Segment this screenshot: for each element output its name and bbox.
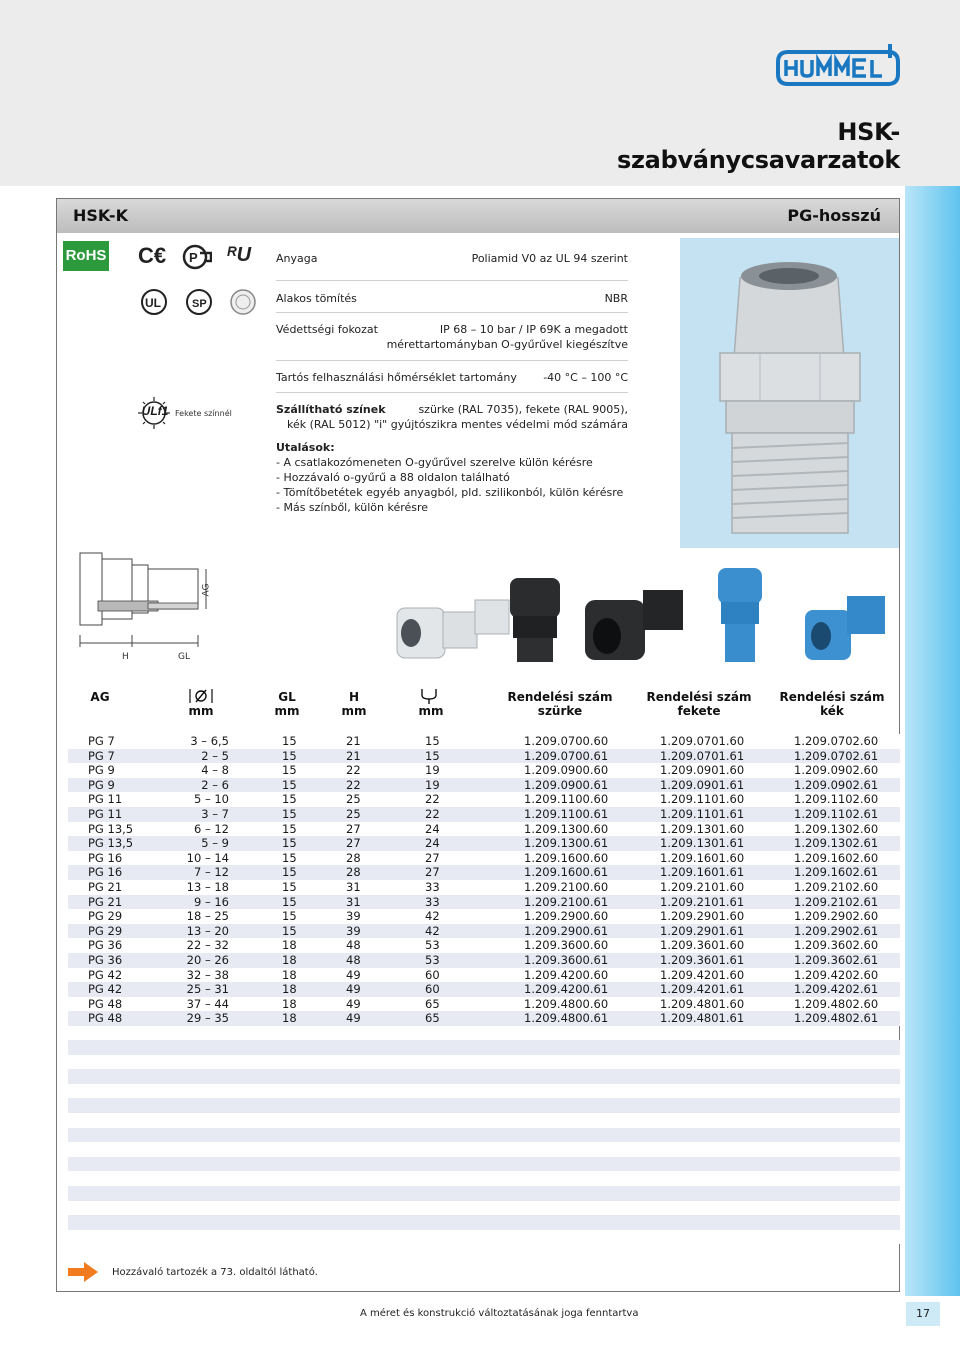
cell-gl: 15	[282, 792, 297, 807]
cell-clamp-range: 18 – 25	[186, 909, 229, 924]
cell-order-grey: 1.209.2900.61	[524, 923, 609, 938]
cell-order-black: 1.209.1101.60	[660, 792, 745, 807]
cell-wrench: 53	[425, 938, 440, 953]
cell-order-grey: 1.209.2900.60	[524, 909, 609, 924]
technical-drawing	[72, 545, 222, 665]
page-number: 17	[906, 1302, 940, 1326]
cell-ag: PG 48	[88, 996, 123, 1011]
cell-order-blue: 1.209.1102.60	[794, 792, 879, 807]
cell-ag: PG 21	[88, 880, 123, 894]
table-row	[0, 953, 960, 968]
cell-clamp-range: 22 – 32	[186, 938, 229, 953]
cell-order-grey: 1.209.4200.60	[524, 967, 609, 982]
cell-clamp-range: 37 – 44	[186, 996, 229, 1011]
cell-wrench: 15	[425, 748, 440, 763]
cell-wrench: 19	[425, 777, 440, 792]
cell-gl: 18	[282, 938, 297, 953]
cell-order-grey: 1.209.2100.61	[524, 894, 609, 909]
table-empty-rows	[68, 1040, 900, 1244]
cell-h: 28	[346, 850, 361, 865]
table-row	[0, 865, 960, 880]
dim-label-gl: GL	[178, 652, 190, 662]
cell-ag: PG 7	[88, 734, 115, 748]
cell-gl: 15	[282, 734, 297, 748]
cell-ag: PG 9	[88, 777, 115, 792]
cell-order-black: 1.209.2901.61	[660, 923, 745, 938]
cell-order-blue: 1.209.1102.61	[794, 807, 879, 821]
col-header-wrench-unit: mm	[418, 704, 444, 718]
cell-clamp-range: 6 – 12	[193, 821, 229, 836]
cell-h: 49	[346, 982, 361, 997]
cell-order-blue: 1.209.1602.60	[794, 850, 879, 865]
empty-row-stripe	[68, 1157, 900, 1172]
empty-row-stripe	[68, 1084, 900, 1099]
cell-ag: PG 11	[88, 807, 123, 821]
cell-clamp-range: 29 – 35	[186, 1011, 229, 1026]
cell-wrench: 33	[425, 880, 440, 894]
table-row	[0, 880, 960, 895]
cell-ag: PG 29	[88, 909, 123, 924]
cell-order-black: 1.209.0901.61	[660, 777, 745, 792]
cell-h: 31	[346, 880, 361, 894]
rohs-badge: RoHS	[63, 241, 109, 271]
empty-row-stripe	[68, 1098, 900, 1113]
dim-label-h: H	[122, 652, 129, 662]
cell-ag: PG 42	[88, 982, 123, 997]
cell-gl: 15	[282, 777, 297, 792]
empty-row-stripe	[68, 1069, 900, 1084]
notes-block	[276, 440, 623, 515]
arrow-right-icon	[68, 1262, 98, 1282]
dim-label-ag: AG	[201, 583, 212, 597]
product-variants-photo	[385, 560, 895, 680]
cell-h: 25	[346, 792, 361, 807]
cell-clamp-range: 25 – 31	[186, 982, 229, 997]
cell-gl: 15	[282, 821, 297, 836]
cell-gl: 18	[282, 982, 297, 997]
cell-order-blue: 1.209.2102.60	[794, 880, 879, 894]
cell-order-black: 1.209.4201.60	[660, 967, 745, 982]
blue-gland	[718, 568, 885, 662]
cell-gl: 15	[282, 748, 297, 763]
cell-clamp-range: 5 – 10	[193, 792, 229, 807]
cell-order-black: 1.209.2101.60	[660, 880, 745, 894]
col-header-order-blue: Rendelési szám	[779, 690, 885, 704]
cell-order-black: 1.209.0901.60	[660, 763, 745, 778]
table-row	[0, 851, 960, 866]
cell-order-grey: 1.209.1300.61	[524, 836, 609, 851]
cell-gl: 15	[282, 807, 297, 821]
empty-row-stripe	[68, 1186, 900, 1201]
cell-wrench: 42	[425, 923, 440, 938]
cell-wrench: 33	[425, 894, 440, 909]
cell-gl: 18	[282, 953, 297, 967]
cell-clamp-range: 13 – 18	[186, 880, 229, 894]
thread-type-title: PG-hosszú	[787, 206, 881, 225]
col-header-order-black-sub: fekete	[677, 704, 721, 718]
cell-order-black: 1.209.0701.60	[660, 734, 745, 748]
ulf1-note: Fekete színnél	[175, 409, 232, 418]
cell-h: 49	[346, 996, 361, 1011]
cell-order-blue: 1.209.1302.60	[794, 821, 879, 836]
cell-wrench: 65	[425, 996, 440, 1011]
table-row	[0, 763, 960, 778]
cell-order-black: 1.209.1301.60	[660, 821, 745, 836]
cell-clamp-range: 32 – 38	[186, 967, 229, 982]
empty-row-stripe	[68, 1128, 900, 1143]
cell-ag: PG 36	[88, 953, 123, 967]
footer-disclaimer: A méret és konstrukció változtatásának joga fenntartva	[360, 1308, 639, 1319]
table-row	[0, 807, 960, 822]
cell-ag: PG 21	[88, 894, 123, 909]
cell-ag: PG 16	[88, 865, 123, 880]
empty-row-stripe	[68, 1142, 900, 1157]
cell-order-blue: 1.209.4802.60	[794, 996, 879, 1011]
note-item: - A csatlakozómeneten O-gyűrűvel szerelve külön kérésre	[276, 456, 593, 469]
empty-row-stripe	[68, 1171, 900, 1186]
cell-wrench: 15	[425, 734, 440, 748]
cell-gl: 18	[282, 967, 297, 982]
grey-gland	[397, 600, 509, 658]
cell-wrench: 60	[425, 967, 440, 982]
cell-ag: PG 42	[88, 967, 123, 982]
cell-gl: 15	[282, 909, 297, 924]
col-header-order-grey-sub: szürke	[537, 704, 583, 718]
col-header-gl-unit: mm	[274, 704, 300, 718]
table-row	[0, 1011, 960, 1026]
cell-wrench: 42	[425, 909, 440, 924]
table-row	[0, 836, 960, 851]
cell-order-black: 1.209.2101.61	[660, 894, 745, 909]
table-row	[0, 909, 960, 924]
cell-h: 48	[346, 953, 361, 967]
cell-order-grey: 1.209.0700.60	[524, 734, 609, 748]
cell-order-blue: 1.209.0902.61	[794, 777, 879, 792]
empty-row-stripe	[68, 1201, 900, 1216]
ce-mark-icon: C€	[138, 243, 167, 268]
cell-order-grey: 1.209.4200.61	[524, 982, 609, 997]
svg-text:P: P	[189, 250, 198, 265]
divider	[276, 392, 628, 393]
cell-order-black: 1.209.4201.61	[660, 982, 745, 997]
empty-row-stripe	[68, 1113, 900, 1128]
table-row	[0, 968, 960, 983]
cell-order-grey: 1.209.1100.60	[524, 792, 609, 807]
table-row	[0, 982, 960, 997]
cell-h: 31	[346, 894, 361, 909]
ulf1-label: ULf1	[141, 404, 169, 418]
cell-wrench: 27	[425, 850, 440, 865]
cell-h: 39	[346, 923, 361, 938]
cell-ag: PG 7	[88, 748, 115, 763]
product-photo	[680, 238, 899, 548]
cell-wrench: 22	[425, 792, 440, 807]
cell-order-blue: 1.209.2902.61	[794, 923, 879, 938]
cell-order-black: 1.209.4801.60	[660, 996, 745, 1011]
empty-row-stripe	[68, 1215, 900, 1230]
empty-row-stripe	[68, 1230, 900, 1245]
cell-clamp-range: 2 – 5	[201, 748, 229, 763]
cell-order-black: 1.209.3601.61	[660, 953, 745, 967]
cell-clamp-range: 4 – 8	[201, 763, 229, 778]
cell-gl: 15	[282, 850, 297, 865]
cell-ag: PG 11	[88, 792, 123, 807]
cell-order-black: 1.209.2901.60	[660, 909, 745, 924]
col-header-h: H	[348, 690, 360, 704]
cell-order-grey: 1.209.1600.61	[524, 865, 609, 880]
cell-order-blue: 1.209.4202.61	[794, 982, 879, 997]
page-title: HSK-szabványcsavarzatok	[617, 118, 900, 174]
cell-order-black: 1.209.0701.61	[660, 748, 745, 763]
ul-listed-icon	[140, 288, 168, 316]
series-title: HSK-K	[73, 206, 128, 225]
cell-order-blue: 1.209.2102.61	[794, 894, 879, 909]
black-gland	[510, 578, 683, 662]
svg-text:UL: UL	[145, 296, 161, 310]
cell-gl: 18	[282, 1011, 297, 1026]
spec-colors: Szállítható színek szürke (RAL 7035), fekete (RAL 9005), kék (RAL 5012) "i" gyújtószikra mentes védelmi mód számára	[276, 403, 628, 431]
notes-title: Utalások:	[276, 441, 335, 454]
ul-recognized-icon: ᴿU	[226, 244, 252, 266]
cell-wrench: 53	[425, 953, 440, 967]
cell-h: 21	[346, 734, 361, 748]
cell-clamp-range: 5 – 9	[201, 836, 229, 851]
pc-mark-icon	[182, 244, 212, 270]
panel-header	[57, 199, 899, 233]
table-row	[0, 997, 960, 1012]
cell-order-black: 1.209.1101.61	[660, 807, 745, 821]
cell-gl: 15	[282, 923, 297, 938]
cell-ag: PG 29	[88, 923, 123, 938]
seal-icon	[229, 288, 257, 316]
cell-h: 21	[346, 748, 361, 763]
hummel-logo-icon	[770, 40, 910, 110]
cell-wrench: 27	[425, 865, 440, 880]
cell-gl: 15	[282, 763, 297, 778]
cell-wrench: 60	[425, 982, 440, 997]
cell-h: 25	[346, 807, 361, 821]
accessory-note: Hozzávaló tartozék a 73. oldaltól látható.	[112, 1267, 318, 1278]
table-row	[0, 895, 960, 910]
divider	[276, 360, 628, 361]
cell-order-grey: 1.209.3600.61	[524, 953, 609, 967]
cell-order-black: 1.209.4801.61	[660, 1011, 745, 1026]
cell-order-grey: 1.209.0700.61	[524, 748, 609, 763]
csa-icon	[185, 288, 213, 316]
col-header-order-blue-sub: kék	[820, 704, 844, 718]
cell-clamp-range: 10 – 14	[186, 850, 229, 865]
cell-order-blue: 1.209.3602.61	[794, 953, 879, 967]
table-row	[0, 924, 960, 939]
cell-clamp-range: 7 – 12	[193, 865, 229, 880]
cell-order-blue: 1.209.2902.60	[794, 909, 879, 924]
cell-order-grey: 1.209.2100.60	[524, 880, 609, 894]
note-item: - Hozzávaló o-gyűrű a 88 oldalon található	[276, 471, 510, 484]
cell-order-grey: 1.209.1100.61	[524, 807, 609, 821]
cell-h: 49	[346, 1011, 361, 1026]
cell-ag: PG 48	[88, 1011, 123, 1026]
note-item: - Más színből, külön kérésre	[276, 501, 429, 514]
cell-order-grey: 1.209.1600.60	[524, 850, 609, 865]
cell-ag: PG 9	[88, 763, 115, 778]
table-row	[0, 749, 960, 764]
cell-order-grey: 1.209.0900.60	[524, 763, 609, 778]
cell-order-grey: 1.209.3600.60	[524, 938, 609, 953]
cell-h: 22	[346, 763, 361, 778]
divider	[276, 312, 628, 313]
cell-clamp-range: 2 – 6	[201, 777, 229, 792]
cell-clamp-range: 13 – 20	[186, 923, 229, 938]
table-row	[0, 778, 960, 793]
cell-order-grey: 1.209.4800.61	[524, 1011, 609, 1026]
cell-clamp-range: 9 – 16	[193, 894, 229, 909]
col-header-order-black: Rendelési szám	[646, 690, 752, 704]
cell-gl: 18	[282, 996, 297, 1011]
cell-order-blue: 1.209.3602.60	[794, 938, 879, 953]
cell-order-black: 1.209.3601.60	[660, 938, 745, 953]
table-row	[0, 938, 960, 953]
cell-ag: PG 13,5	[88, 836, 134, 851]
cell-ag: PG 16	[88, 850, 123, 865]
svg-text:SP: SP	[192, 298, 207, 310]
cell-order-blue: 1.209.1302.61	[794, 836, 879, 851]
cell-h: 48	[346, 938, 361, 953]
cell-h: 28	[346, 865, 361, 880]
col-header-ag: AG	[90, 690, 110, 704]
cell-order-blue: 1.209.4802.61	[794, 1011, 879, 1026]
cell-clamp-range: 3 – 6,5	[190, 734, 229, 748]
cell-wrench: 24	[425, 836, 440, 851]
divider	[276, 280, 628, 281]
cell-order-grey: 1.209.0900.61	[524, 777, 609, 792]
wrench-icon	[418, 687, 440, 705]
col-header-clamp-unit: mm	[188, 704, 214, 718]
cell-order-black: 1.209.1601.61	[660, 865, 745, 880]
cell-order-grey: 1.209.4800.60	[524, 996, 609, 1011]
empty-row-stripe	[68, 1040, 900, 1055]
empty-row-stripe	[68, 1055, 900, 1070]
cell-order-blue: 1.209.0702.60	[794, 734, 879, 748]
clamping-range-icon	[188, 687, 214, 705]
cell-order-blue: 1.209.0702.61	[794, 748, 879, 763]
cell-wrench: 65	[425, 1011, 440, 1026]
cell-wrench: 19	[425, 763, 440, 778]
col-header-order-grey: Rendelési szám	[507, 690, 613, 704]
table-row	[0, 792, 960, 807]
cell-gl: 15	[282, 894, 297, 909]
table-row	[0, 822, 960, 837]
cell-order-blue: 1.209.0902.60	[794, 763, 879, 778]
cell-h: 27	[346, 836, 361, 851]
col-header-h-unit: mm	[341, 704, 367, 718]
cell-gl: 15	[282, 880, 297, 894]
cell-order-grey: 1.209.1300.60	[524, 821, 609, 836]
cell-h: 22	[346, 777, 361, 792]
cell-clamp-range: 20 – 26	[186, 953, 229, 967]
cell-ag: PG 36	[88, 938, 123, 953]
note-item: - Tömítőbetétek egyéb anyagból, pld. szilikonból, külön kérésre	[276, 486, 624, 499]
table-row	[0, 734, 960, 749]
cell-h: 27	[346, 821, 361, 836]
cell-order-black: 1.209.1301.61	[660, 836, 745, 851]
cell-gl: 15	[282, 865, 297, 880]
cell-h: 49	[346, 967, 361, 982]
cell-order-black: 1.209.1601.60	[660, 850, 745, 865]
col-header-gl: GL	[278, 690, 296, 704]
cell-h: 39	[346, 909, 361, 924]
cell-clamp-range: 3 – 7	[201, 807, 229, 821]
cell-wrench: 22	[425, 807, 440, 821]
cell-gl: 15	[282, 836, 297, 851]
spec-protection: Védettségi fokozat IP 68 – 10 bar / IP 69K a megadott mérettartományban O-gyűrűvel kiegészítve	[276, 323, 628, 351]
cell-ag: PG 13,5	[88, 821, 134, 836]
cell-order-blue: 1.209.4202.60	[794, 967, 879, 982]
cell-order-blue: 1.209.1602.61	[794, 865, 879, 880]
cell-wrench: 24	[425, 821, 440, 836]
